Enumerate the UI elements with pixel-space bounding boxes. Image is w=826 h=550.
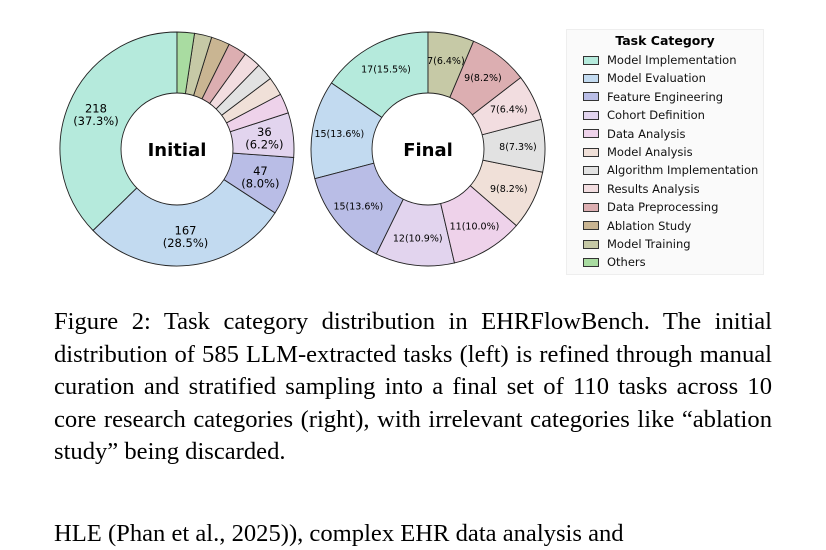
legend-item [583,69,706,87]
legend-label: Data Preprocessing [607,200,719,215]
slice-label: 15(13.6%) [314,128,365,140]
slice-label: 11(10.0%) [449,221,500,233]
legend-swatch [583,74,599,83]
legend-label: Data Analysis [607,126,686,141]
chart-legend [566,29,764,275]
legend-item [583,143,693,161]
legend-label: Algorithm Implementation [607,163,759,178]
legend-item [583,253,646,271]
legend-label: Model Evaluation [607,71,706,86]
legend-swatch [583,92,599,101]
slice-label: 15(13.6%) [333,201,384,213]
legend-item [583,217,691,235]
body-text-line: HLE (Phan et al., 2025)), complex EHR data analysis and [54,520,624,547]
legend-swatch [583,184,599,193]
legend-swatch [583,111,599,120]
legend-title: Task Category [615,33,715,48]
legend-item [583,88,723,106]
legend-label: Model Implementation [607,53,737,67]
legend-swatch [583,203,599,212]
legend-label: Results Analysis [607,181,700,196]
slice-label: 12(10.9%) [392,233,443,245]
legend-label: Feature Engineering [607,89,724,104]
legend-label: Cohort Definition [607,108,705,123]
legend-item [583,198,718,216]
slice-label: 8(7.3%) [499,141,537,153]
legend-label: Others [607,255,646,270]
donut-center-label: Initial [147,140,207,161]
slice-label: 47 (8.0%) [241,163,280,191]
legend-swatch [583,129,599,138]
donut-center-label: Final [403,140,453,161]
slice-label: 9(8.2%) [464,73,502,85]
legend-item [583,125,686,143]
slice-label: 17(15.5%) [361,64,411,76]
legend-item [583,180,700,198]
legend-swatch [583,258,599,267]
slice-label: 7(6.4%) [427,56,465,68]
legend-swatch [583,166,599,175]
legend-swatch [583,240,599,249]
legend-swatch [583,148,599,157]
slice-label: 7(6.4%) [489,104,528,116]
legend-label: Model Analysis [607,145,693,159]
initial-donut [60,32,294,266]
legend-label: Model Training [607,237,691,251]
figure-caption: Figure 2: Task category distribution in EHRFlowBench. The initial distribution of 585 LLM-extracted tasks (left) is refined through manual curation and stratified sampling into a final set of 110 tasks across 10 core research categories (right), with irrelevant categories like “ablation study” being discarded. [54,308,772,465]
slice-label: 218 (37.3%) [73,101,119,129]
slice-label: 9(8.2%) [489,184,528,196]
legend-swatch [583,221,599,230]
legend-item [583,51,737,69]
legend-item [583,106,705,124]
slice-label: 167 (28.5%) [162,223,209,250]
final-donut [311,32,545,266]
legend-swatch [583,56,599,65]
legend-item [583,161,758,179]
legend-item [583,235,691,253]
legend-label: Ablation Study [607,218,692,233]
slice-label: 36 (6.2%) [245,125,284,152]
